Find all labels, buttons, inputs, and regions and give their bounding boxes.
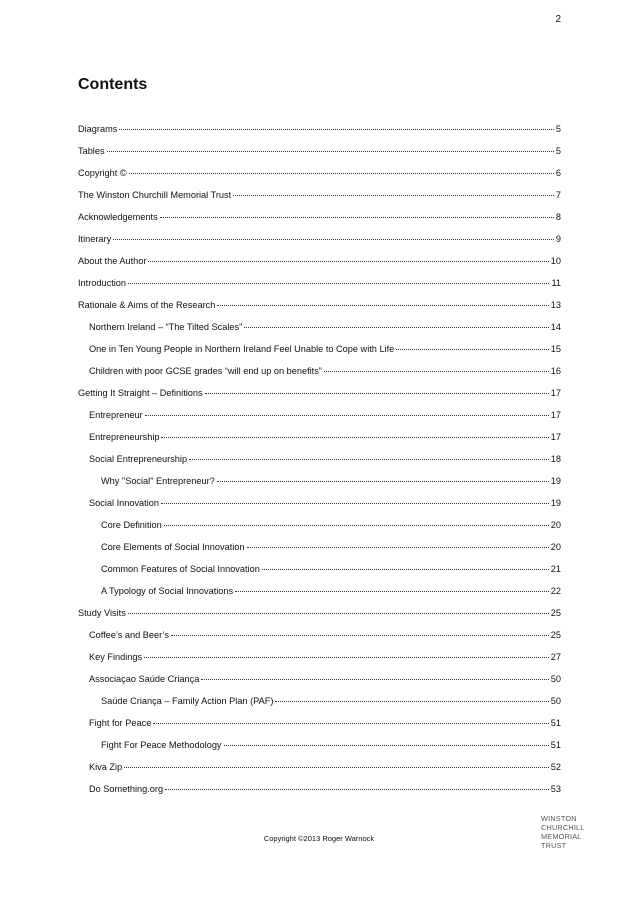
toc-entry-page: 19 <box>550 498 561 508</box>
dot-leader <box>275 701 548 702</box>
toc-entry[interactable] <box>78 190 561 212</box>
toc-entry[interactable] <box>78 410 561 432</box>
toc-entry-title: Key Findings <box>89 652 143 662</box>
dot-leader <box>107 151 554 152</box>
dot-leader <box>396 349 549 350</box>
dot-leader <box>189 459 549 460</box>
toc-entry-page: 51 <box>550 740 561 750</box>
toc-entry-title: Coffee’s and Beer’s <box>89 630 170 640</box>
footer-copyright: Copyright ©2013 Roger Warnock <box>263 834 375 843</box>
toc-entry[interactable] <box>78 586 561 608</box>
toc-entry-page: 17 <box>550 410 561 420</box>
toc-entry-page: 10 <box>550 256 561 266</box>
toc-entry-title: Entrepreneurship <box>89 432 160 442</box>
toc-entry-title: Northern Ireland – “The Tilted Scales” <box>89 322 243 332</box>
page-number: 2 <box>555 14 561 25</box>
dot-leader <box>128 283 549 284</box>
dot-leader <box>201 679 548 680</box>
dot-leader <box>247 547 549 548</box>
toc-entry-title: Social Innovation <box>89 498 159 508</box>
toc-entry-title: Fight For Peace Methodology <box>101 740 222 750</box>
toc-entry-title: A Typology of Social Innovations <box>101 586 234 596</box>
toc-entry-page: 52 <box>550 762 561 772</box>
toc-entry-title: One in Ten Young People in Northern Ireland Feel Unable to Cope with Life <box>89 344 395 354</box>
dot-leader <box>171 635 549 636</box>
toc-entry-title: Associaçao Saúde Criança <box>89 674 200 684</box>
toc-entry-title: Entrepreneur <box>89 410 143 420</box>
toc-entry-title: Children with poor GCSE grades “will end up on benefits” <box>89 366 322 376</box>
toc-entry[interactable] <box>78 344 561 366</box>
toc-entry-page: 51 <box>550 718 561 728</box>
toc-entry-page: 19 <box>550 476 561 486</box>
dot-leader <box>148 261 548 262</box>
toc-entry[interactable] <box>78 454 561 476</box>
dot-leader <box>145 415 549 416</box>
dot-leader <box>217 305 548 306</box>
dot-leader <box>164 525 549 526</box>
toc-entry-title: Getting It Straight – Definitions <box>78 388 203 398</box>
logo-line: CHURCHILL <box>541 823 585 832</box>
toc-entry[interactable] <box>78 674 561 696</box>
toc-entry-page: 7 <box>555 190 561 200</box>
toc-entry-page: 5 <box>555 146 561 156</box>
toc-entry[interactable] <box>78 234 561 256</box>
logo-line: TRUST <box>541 841 567 850</box>
toc-entry-page: 25 <box>550 630 561 640</box>
dot-leader <box>235 591 549 592</box>
toc-entry-title: Fight for Peace <box>89 718 152 728</box>
toc-entry-title: Copyright © <box>78 168 127 178</box>
toc-entry[interactable] <box>78 784 561 806</box>
toc-entry[interactable] <box>78 432 561 454</box>
toc-entry[interactable] <box>78 608 561 630</box>
dot-leader <box>113 239 554 240</box>
dot-leader <box>233 195 554 196</box>
toc-entry-page: 50 <box>550 696 561 706</box>
toc-entry[interactable] <box>78 300 561 322</box>
toc-entry-title: Diagrams <box>78 124 118 134</box>
toc-entry[interactable] <box>78 762 561 784</box>
toc-entry-page: 16 <box>550 366 561 376</box>
toc-entry-page: 11 <box>551 278 561 288</box>
dot-leader <box>205 393 549 394</box>
toc-entry-page: 9 <box>555 234 561 244</box>
toc-entry-title: The Winston Churchill Memorial Trust <box>78 190 232 200</box>
toc-entry[interactable] <box>78 520 561 542</box>
toc-entry-page: 5 <box>555 124 561 134</box>
toc-entry-page: 17 <box>550 388 561 398</box>
toc-entry[interactable] <box>78 542 561 564</box>
toc-entry[interactable] <box>78 498 561 520</box>
toc-entry-page: 20 <box>550 542 561 552</box>
toc-entry-page: 27 <box>550 652 561 662</box>
toc-entry-page: 50 <box>550 674 561 684</box>
toc-entry-page: 25 <box>550 608 561 618</box>
dot-leader <box>161 503 549 504</box>
winston-churchill-memorial-trust-logo <box>541 814 591 850</box>
dot-leader <box>217 481 549 482</box>
table-of-contents <box>78 124 561 806</box>
toc-entry-title: Itinerary <box>78 234 112 244</box>
toc-entry-title: Acknowledgements <box>78 212 158 222</box>
toc-entry-page: 15 <box>550 344 561 354</box>
toc-entry-title: Social Entrepreneurship <box>89 454 188 464</box>
toc-entry[interactable] <box>78 564 561 586</box>
toc-entry-title: Common Features of Social Innovation <box>101 564 260 574</box>
toc-entry-page: 22 <box>550 586 561 596</box>
toc-entry-page: 20 <box>550 520 561 530</box>
toc-entry-title: Study Visits <box>78 608 126 618</box>
dot-leader <box>161 437 548 438</box>
toc-entry-page: 53 <box>550 784 561 794</box>
toc-entry-title: Core Definition <box>101 520 162 530</box>
toc-entry-title: Kiva Zip <box>89 762 123 772</box>
toc-entry-page: 6 <box>555 168 561 178</box>
logo-line: MEMORIAL <box>541 832 582 841</box>
toc-entry[interactable] <box>78 256 561 278</box>
toc-entry-title: Tables <box>78 146 105 156</box>
toc-entry[interactable] <box>78 476 561 498</box>
dot-leader <box>160 217 554 218</box>
toc-entry-title: Rationale & Aims of the Research <box>78 300 216 310</box>
toc-entry-title: Introduction <box>78 278 127 288</box>
toc-entry-page: 18 <box>550 454 561 464</box>
dot-leader <box>119 129 554 130</box>
dot-leader <box>128 613 549 614</box>
toc-entry-title: Why "Social" Entrepreneur? <box>101 476 215 486</box>
toc-entry-page: 8 <box>555 212 561 222</box>
toc-entry[interactable] <box>78 168 561 190</box>
toc-entry[interactable] <box>78 366 561 388</box>
toc-entry-page: 21 <box>550 564 561 574</box>
logo-line: WINSTON <box>541 814 577 823</box>
toc-entry-page: 17 <box>550 432 561 442</box>
toc-entry-title: Do Something.org <box>89 784 164 794</box>
toc-entry-title: Saúde Criança – Family Action Plan (PAF) <box>101 696 274 706</box>
toc-entry[interactable] <box>78 630 561 652</box>
dot-leader <box>124 767 549 768</box>
toc-entry[interactable] <box>78 124 561 146</box>
toc-entry[interactable] <box>78 718 561 740</box>
toc-entry[interactable] <box>78 212 561 234</box>
dot-leader <box>153 723 548 724</box>
toc-entry[interactable] <box>78 696 561 718</box>
dot-leader <box>129 173 554 174</box>
dot-leader <box>165 789 549 790</box>
toc-entry[interactable] <box>78 322 561 344</box>
toc-entry-page: 14 <box>550 322 561 332</box>
toc-entry-title: About the Author <box>78 256 147 266</box>
dot-leader <box>224 745 549 746</box>
toc-entry[interactable] <box>78 278 561 300</box>
dot-leader <box>262 569 549 570</box>
toc-entry[interactable] <box>78 146 561 168</box>
toc-entry-page: 13 <box>550 300 561 310</box>
dot-leader <box>324 371 549 372</box>
toc-entry[interactable] <box>78 388 561 410</box>
dot-leader <box>244 327 549 328</box>
toc-entry[interactable] <box>78 740 561 762</box>
dot-leader <box>144 657 549 658</box>
page-title: Contents <box>78 76 148 93</box>
toc-entry[interactable] <box>78 652 561 674</box>
toc-entry-title: Core Elements of Social Innovation <box>101 542 245 552</box>
